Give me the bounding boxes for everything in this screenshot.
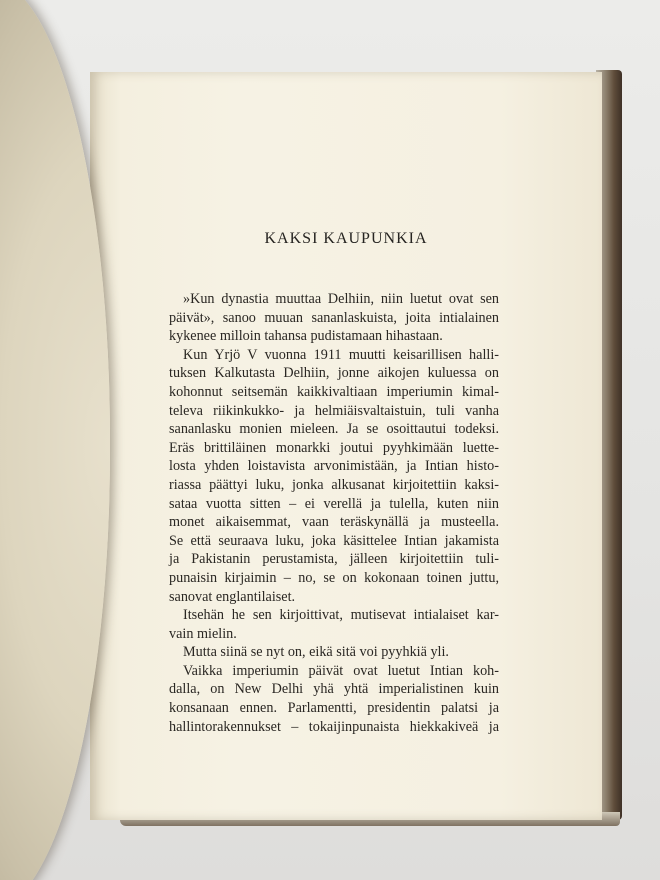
text-line: vain mielin. [169, 625, 237, 642]
text-line: punaisin kirjaimin – no, se on kokonaan toinen juttu, [169, 569, 499, 586]
text-line: kykenee milloin tahansa pudistamaan hihastaan. [169, 328, 443, 345]
text-line: kohonnut seitsemän kaikkivaltiaan imperiumin kimal- [169, 383, 499, 400]
text-line: ja Pakistanin perustamista, jälleen kirjoitettiin tuli- [169, 551, 499, 568]
text-line: Itsehän he sen kirjoittivat, mutisevat intialaiset kar- [183, 607, 499, 624]
text-line: päivät», sanoo muuan sananlaskuista, joita intialainen [169, 309, 499, 326]
text-line: Se että seuraava luku, joka käsittelee Intian jakamista [169, 532, 499, 549]
text-line: Vaikka imperiumin päivät ovat luetut Intian koh- [183, 662, 499, 679]
body-text [169, 290, 499, 736]
text-line: riassa päättyi luku, jonka alkusanat kirjoitettiin kaksi- [169, 476, 499, 493]
text-line: hallintorakennukset – tokaijinpunaista hiekkakiveä ja [169, 718, 499, 735]
text-line: Kun Yrjö V vuonna 1911 muutti keisarillisen halli- [183, 346, 499, 363]
text-line: konsanaan ennen. Parlamentti, presidentin palatsi ja [169, 700, 499, 717]
text-line: tuksen Kalkutasta Delhiin, jonne aikojen kuluessa on [169, 365, 499, 382]
text-line: losta yhden loistavista arvonimistään, ja Intian histo- [169, 458, 499, 475]
text-line: sanovat englantilaiset. [169, 588, 296, 605]
text-line: dalla, on New Delhi yhä yhtä imperialistinen kuin [169, 681, 499, 698]
text-line: sataa vuotta sitten – ei verellä ja tulella, kuten niin [169, 495, 499, 512]
text-line: sananlasku monien mieleen. Ja se osoittautui todeksi. [169, 421, 499, 438]
chapter-title: KAKSI KAUPUNKIA [264, 230, 428, 247]
text-line: Eräs brittiläinen monarkki joutui pyyhkimään luette- [169, 439, 499, 456]
text-line: »Kun dynastia muuttaa Delhiin, niin luetut ovat sen [183, 291, 499, 307]
text-line: Mutta siinä se nyt on, eikä sitä voi pyyhkiä yli. [183, 644, 449, 661]
text-line: televa riikinkukko- ja helmiäisvaltaistuin, tuli vanha [169, 402, 499, 419]
text-line: monet aikaisemmat, vaan teräskynällä ja musteella. [169, 514, 499, 531]
